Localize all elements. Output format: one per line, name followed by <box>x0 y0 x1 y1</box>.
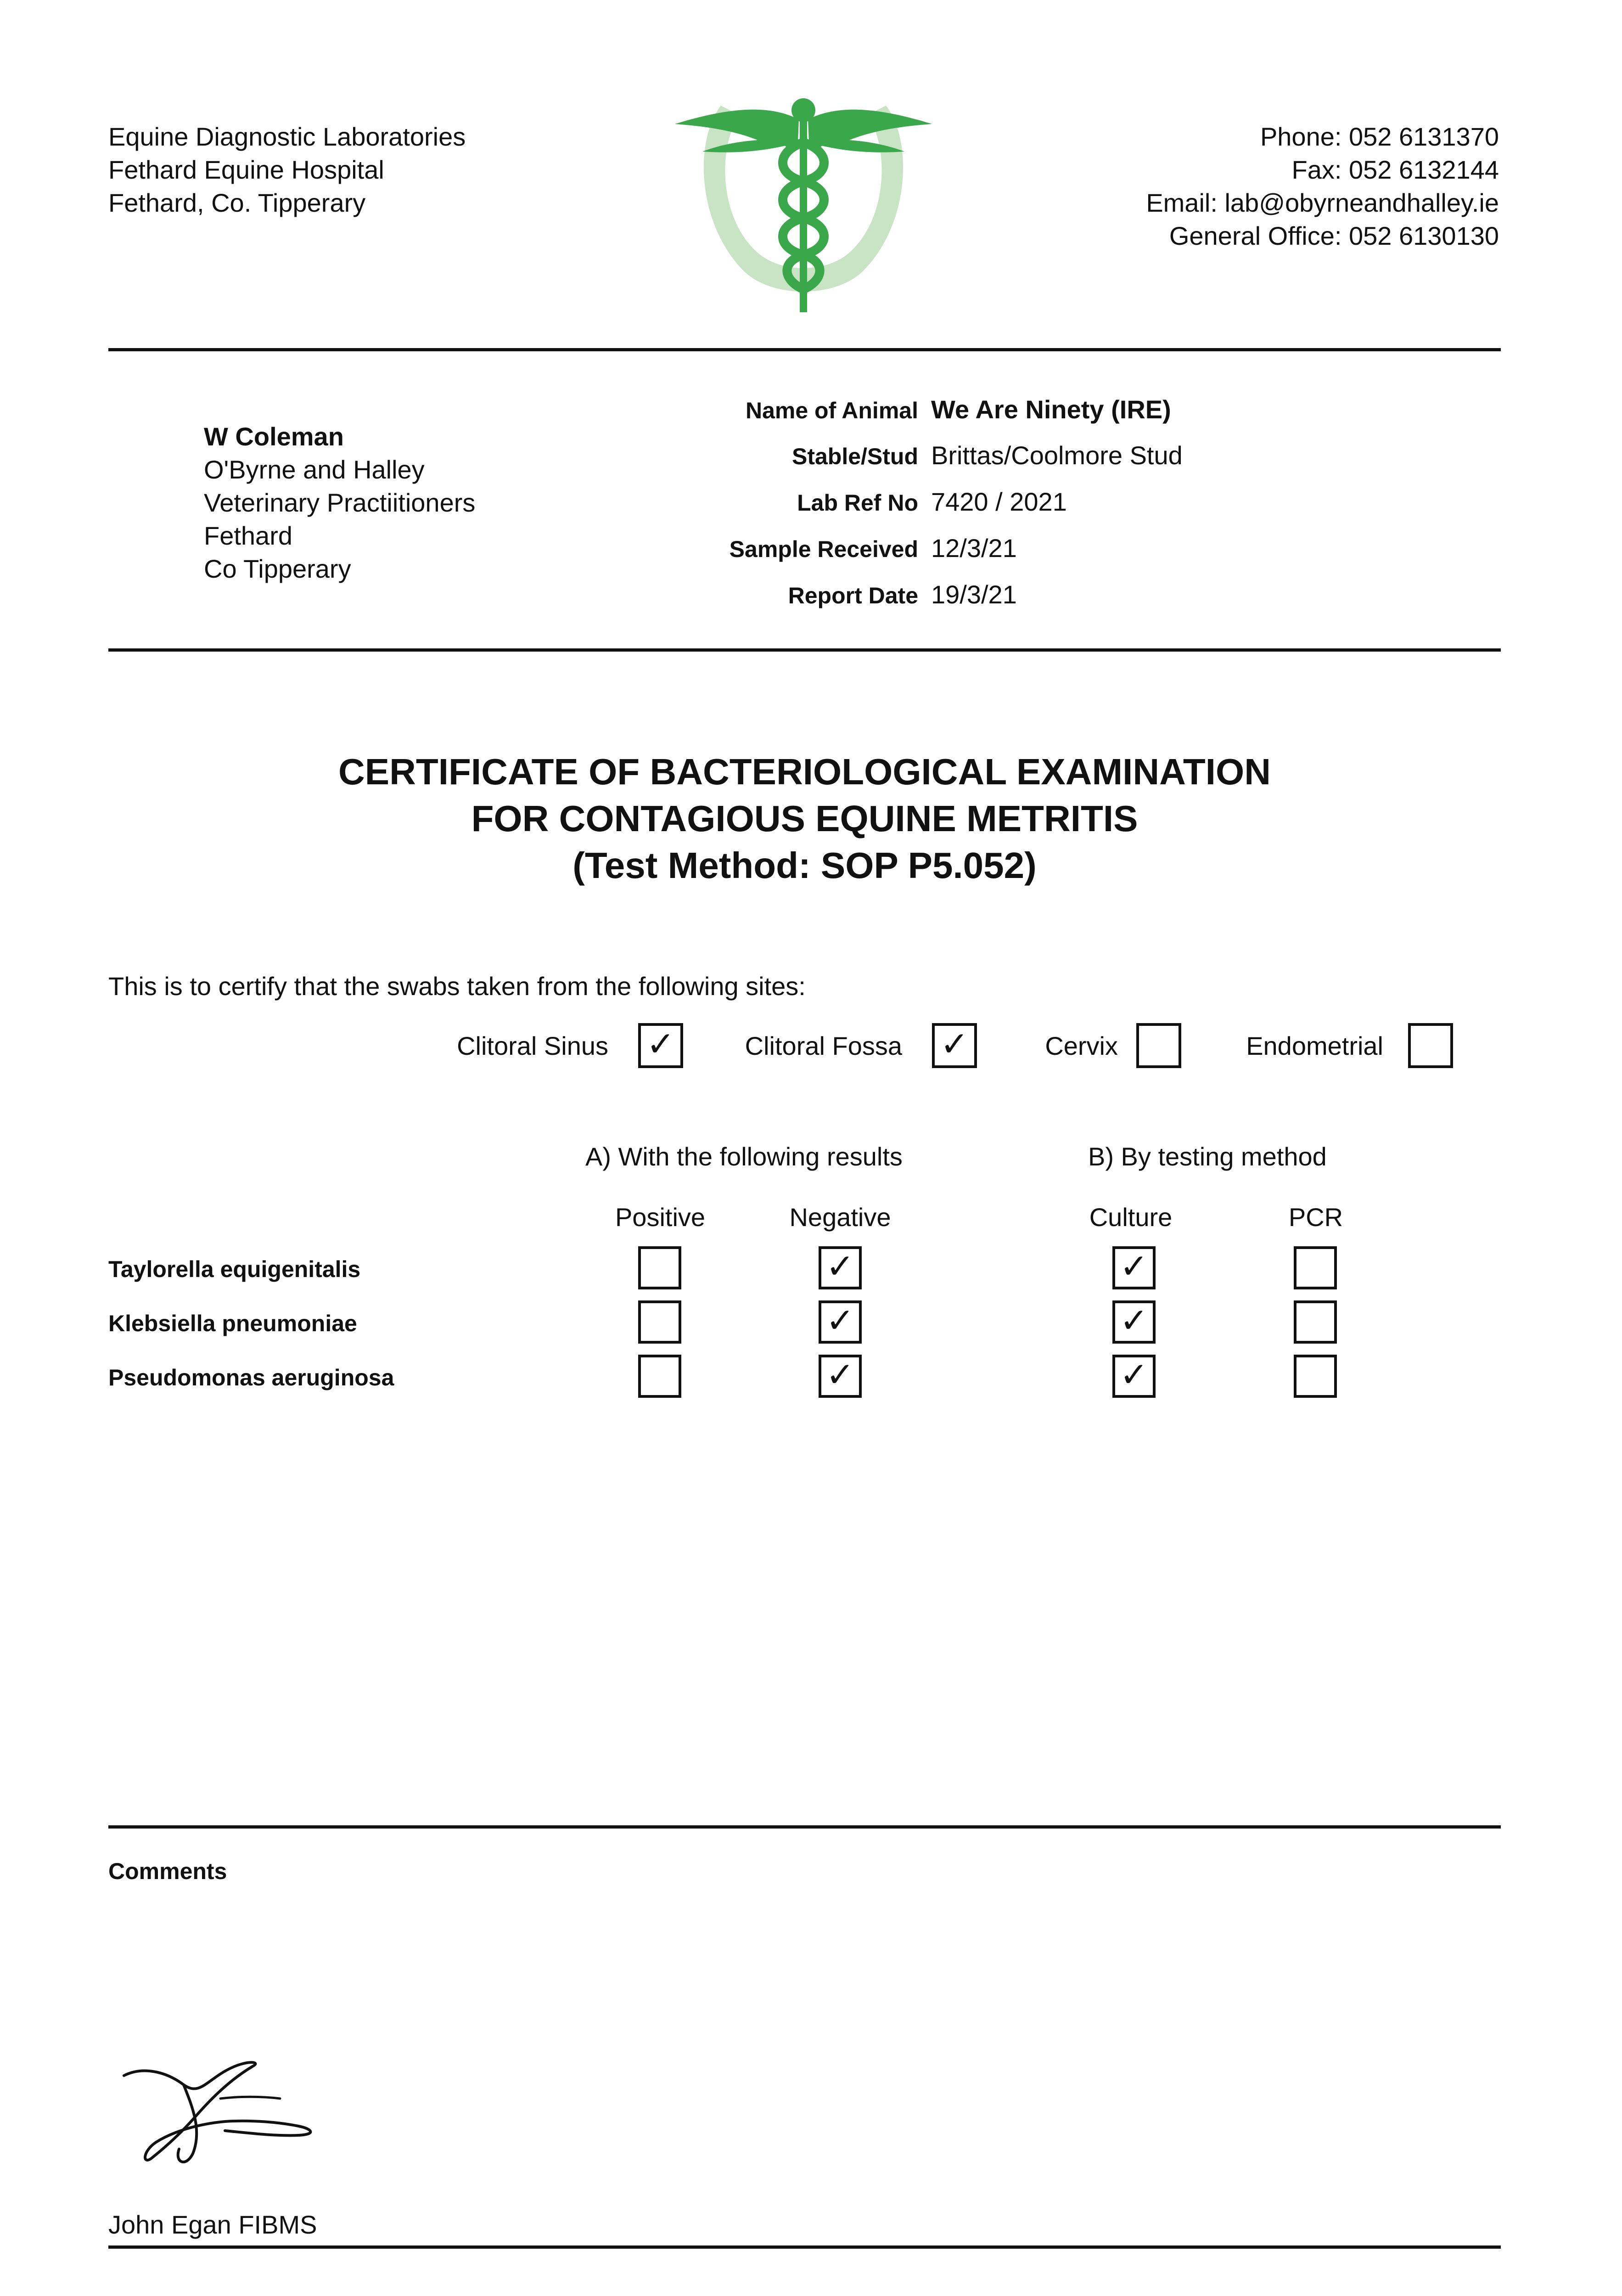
recipient-name: W Coleman <box>204 422 344 451</box>
site-checkbox-cervix[interactable] <box>1136 1023 1181 1068</box>
received-value: 12/3/21 <box>931 534 1017 563</box>
col-positive: Positive <box>615 1203 706 1232</box>
check-mark-icon: ✓ <box>825 1355 855 1395</box>
recipient-line2: Veterinary Practiitioners <box>204 488 476 517</box>
footer-divider <box>108 2245 1501 2249</box>
lab-hospital: Fethard Equine Hospital <box>108 155 384 184</box>
negative-checkbox[interactable] <box>819 1246 862 1289</box>
col-negative: Negative <box>789 1203 891 1232</box>
lab-name: Equine Diagnostic Laboratories <box>108 122 466 151</box>
positive-checkbox[interactable] <box>638 1300 681 1344</box>
office-number: General Office: 052 6130130 <box>1169 221 1499 250</box>
stable-row <box>689 439 1469 484</box>
negative-checkbox[interactable] <box>819 1300 862 1344</box>
title-line3: (Test Method: SOP P5.052) <box>572 845 1037 886</box>
method-heading: B) By testing method <box>1088 1142 1327 1171</box>
check-mark-icon: ✓ <box>1119 1301 1149 1341</box>
recipient-line4: Co Tipperary <box>204 554 351 583</box>
positive-checkbox[interactable] <box>638 1246 681 1289</box>
recipient-line3: Fethard <box>204 521 292 550</box>
culture-checkbox[interactable] <box>1112 1355 1156 1398</box>
fax-number: Fax: 052 6132144 <box>1291 155 1499 184</box>
check-mark-icon: ✓ <box>646 1024 675 1064</box>
comments-label: Comments <box>108 1858 227 1884</box>
site-checkbox-clitoral-sinus[interactable] <box>638 1023 683 1068</box>
lab-location: Fethard, Co. Tipperary <box>108 188 366 217</box>
check-mark-icon: ✓ <box>825 1301 855 1341</box>
animal-name-label: Name of Animal <box>745 398 918 423</box>
stable-value: Brittas/Coolmore Stud <box>931 441 1183 470</box>
labref-value: 7420 / 2021 <box>931 487 1067 516</box>
comments-divider <box>108 1825 1501 1829</box>
received-label: Sample Received <box>729 536 918 562</box>
lab-contact <box>1146 120 1499 253</box>
title-line1: CERTIFICATE OF BACTERIOLOGICAL EXAMINATION <box>338 751 1271 792</box>
recipient-line1: O'Byrne and Halley <box>204 455 425 484</box>
phone-number: Phone: 052 6131370 <box>1260 122 1499 151</box>
site-label-clitoral-fossa: Clitoral Fossa <box>745 1031 902 1060</box>
lab-address <box>108 120 466 219</box>
pcr-checkbox[interactable] <box>1294 1355 1337 1398</box>
animal-name-row <box>689 393 1469 439</box>
site-label-endometrial: Endometrial <box>1246 1031 1383 1060</box>
recipient-address <box>204 420 475 585</box>
title-line2: FOR CONTAGIOUS EQUINE METRITIS <box>471 798 1138 839</box>
received-row <box>689 531 1469 577</box>
animal-name-value: We Are Ninety (IRE) <box>931 395 1171 424</box>
organism-name: Klebsiella pneumoniae <box>108 1311 357 1336</box>
certificate-title <box>108 748 1501 889</box>
report-value: 19/3/21 <box>931 580 1017 609</box>
negative-checkbox[interactable] <box>819 1355 862 1398</box>
culture-checkbox[interactable] <box>1112 1300 1156 1344</box>
certification-intro: This is to certify that the swabs taken from the following sites: <box>108 972 806 1001</box>
site-checkbox-endometrial[interactable] <box>1408 1023 1453 1068</box>
caduceus-logo <box>666 87 941 317</box>
header-divider <box>108 348 1501 351</box>
check-mark-icon: ✓ <box>825 1247 855 1287</box>
positive-checkbox[interactable] <box>638 1355 681 1398</box>
results-heading: A) With the following results <box>585 1142 903 1171</box>
signature <box>115 2053 344 2172</box>
organism-name: Pseudomonas aeruginosa <box>108 1365 394 1390</box>
site-label-clitoral-sinus: Clitoral Sinus <box>457 1031 608 1060</box>
organism-name: Taylorella equigenitalis <box>108 1256 361 1282</box>
check-mark-icon: ✓ <box>940 1024 969 1064</box>
signer-name: John Egan FIBMS <box>108 2210 317 2239</box>
site-label-cervix: Cervix <box>1045 1031 1118 1060</box>
col-culture: Culture <box>1089 1203 1173 1232</box>
email-address: Email: lab@obyrneandhalley.ie <box>1146 188 1499 217</box>
check-mark-icon: ✓ <box>1119 1247 1149 1287</box>
report-label: Report Date <box>788 583 918 608</box>
labref-label: Lab Ref No <box>797 490 918 516</box>
labref-row <box>689 485 1469 531</box>
report-row <box>689 578 1469 624</box>
col-pcr: PCR <box>1288 1203 1343 1232</box>
check-mark-icon: ✓ <box>1119 1355 1149 1395</box>
site-checkbox-clitoral-fossa[interactable] <box>932 1023 977 1068</box>
pcr-checkbox[interactable] <box>1294 1246 1337 1289</box>
stable-label: Stable/Stud <box>791 444 918 469</box>
culture-checkbox[interactable] <box>1112 1246 1156 1289</box>
pcr-checkbox[interactable] <box>1294 1300 1337 1344</box>
details-divider <box>108 648 1501 652</box>
